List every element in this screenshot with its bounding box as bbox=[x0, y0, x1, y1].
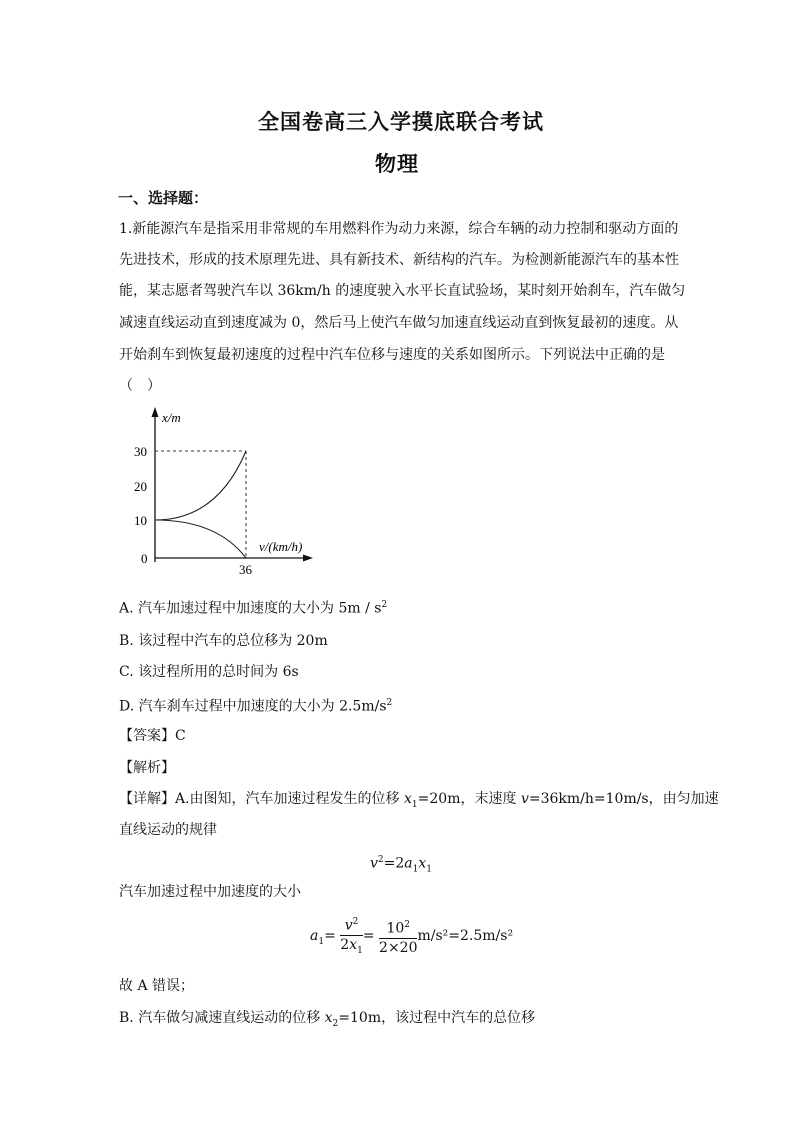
sub: 1 bbox=[318, 937, 325, 948]
option-d-text: D. 汽车刹车过程中加速度的大小为 2.5m/s bbox=[119, 698, 387, 715]
explanation-line-2: 直线运动的规律 bbox=[119, 822, 217, 838]
fraction-1 bbox=[340, 914, 363, 958]
explanation-line-1 bbox=[119, 791, 719, 813]
y-axis-label: x/m bbox=[162, 410, 181, 425]
text: 【详解】A.由图知，汽车加速过程发生的位移 bbox=[119, 791, 405, 807]
var: a bbox=[310, 928, 319, 945]
var: x bbox=[349, 936, 358, 953]
question-line: 先进技术，形成的技术原理先进、具有新技术、新结构的汽车。为检测新能源汽车的基本性 bbox=[119, 252, 679, 268]
question-line: 能，某志愿者驾驶汽车以 36km/h 的速度驶入水平长直试验场，某时刻开始刹车，汽车做匀 bbox=[119, 283, 686, 299]
denominator: 2×20 bbox=[379, 939, 418, 956]
subject-title: 物理 bbox=[375, 151, 419, 176]
text: =2 bbox=[383, 855, 405, 872]
x-tick-label: 36 bbox=[239, 562, 252, 577]
equation-2 bbox=[310, 914, 513, 958]
explanation-line-3: 汽车加速过程中加速度的大小 bbox=[119, 884, 301, 900]
sub: 2 bbox=[332, 1018, 339, 1029]
eq-sign: = bbox=[362, 928, 375, 945]
var: x bbox=[404, 791, 412, 807]
y-tick-label: 20 bbox=[134, 479, 147, 494]
question-line: （ ） bbox=[119, 378, 161, 394]
explanation-line-5 bbox=[119, 1010, 535, 1032]
question-line: 1.新能源汽车是指采用非常规的车用燃料作为动力来源，综合车辆的动力控制和驱动方面的 bbox=[119, 221, 679, 237]
option-a-sup: 2 bbox=[381, 600, 388, 610]
text: 2 bbox=[340, 936, 350, 953]
sup: 2 bbox=[377, 855, 384, 865]
text: 10 bbox=[386, 920, 405, 937]
denominator bbox=[340, 936, 363, 959]
exam-title: 全国卷高三入学摸底联合考试 bbox=[258, 109, 544, 134]
text: =20m，末速度 bbox=[417, 791, 521, 807]
explanation-line-4: 故 A 错误； bbox=[119, 978, 195, 994]
sup: 2 bbox=[352, 917, 359, 927]
var: a bbox=[404, 855, 413, 872]
var: v bbox=[520, 791, 529, 807]
sup: 2 bbox=[404, 919, 411, 930]
x-v-graph bbox=[122, 402, 352, 582]
option-d bbox=[119, 695, 392, 715]
question-line: 减速直线运动直到速度减为 0，然后马上使汽车做匀加速直线运动直到恢复最初的速度。从 bbox=[119, 315, 679, 331]
var: v bbox=[344, 917, 353, 934]
y-axis-arrow bbox=[152, 407, 159, 417]
y-tick-label: 30 bbox=[134, 444, 147, 459]
fraction-2 bbox=[379, 917, 417, 956]
text: B. 汽车做匀减速直线运动的位移 bbox=[119, 1010, 325, 1026]
option-a bbox=[119, 597, 387, 617]
numerator bbox=[340, 914, 363, 936]
option-a-text: A. 汽车加速过程中加速度的大小为 5m / s bbox=[119, 600, 382, 617]
text: m/s²=2.5m/s² bbox=[417, 928, 514, 945]
y-tick-label: 10 bbox=[134, 513, 147, 528]
option-c: C. 该过程所用的总时间为 6s bbox=[119, 664, 299, 680]
var: x bbox=[418, 855, 427, 872]
braking-curve bbox=[155, 520, 246, 558]
eq-sign: = bbox=[324, 928, 336, 945]
option-b: B. 该过程中汽车的总位移为 20m bbox=[119, 633, 328, 649]
acceleration-curve bbox=[155, 451, 246, 520]
sub: 1 bbox=[357, 945, 363, 956]
sub: 1 bbox=[426, 864, 433, 875]
sub: 1 bbox=[412, 864, 419, 875]
option-d-sup: 2 bbox=[386, 698, 393, 708]
equation-1 bbox=[370, 852, 432, 877]
text: =10m，该过程中汽车的总位移 bbox=[338, 1010, 536, 1026]
text: =36km/h=10m/s，由匀加速 bbox=[528, 791, 719, 807]
y-tick-label: 0 bbox=[141, 551, 148, 566]
x-axis-label: v/(km/h) bbox=[259, 539, 303, 554]
analysis-label: 【解析】 bbox=[119, 760, 175, 776]
question-1-text bbox=[119, 218, 686, 394]
numerator bbox=[379, 917, 417, 939]
var: x bbox=[324, 1010, 333, 1026]
x-axis-arrow bbox=[303, 555, 313, 562]
sub: 1 bbox=[411, 799, 418, 810]
section-heading: 一、选择题： bbox=[118, 189, 209, 207]
var: v bbox=[370, 855, 378, 872]
answer-label: 【答案】C bbox=[119, 728, 186, 744]
question-line: 开始刹车到恢复最初速度的过程中汽车位移与速度的关系如图所示。下列说法中正确的是 bbox=[119, 347, 665, 363]
